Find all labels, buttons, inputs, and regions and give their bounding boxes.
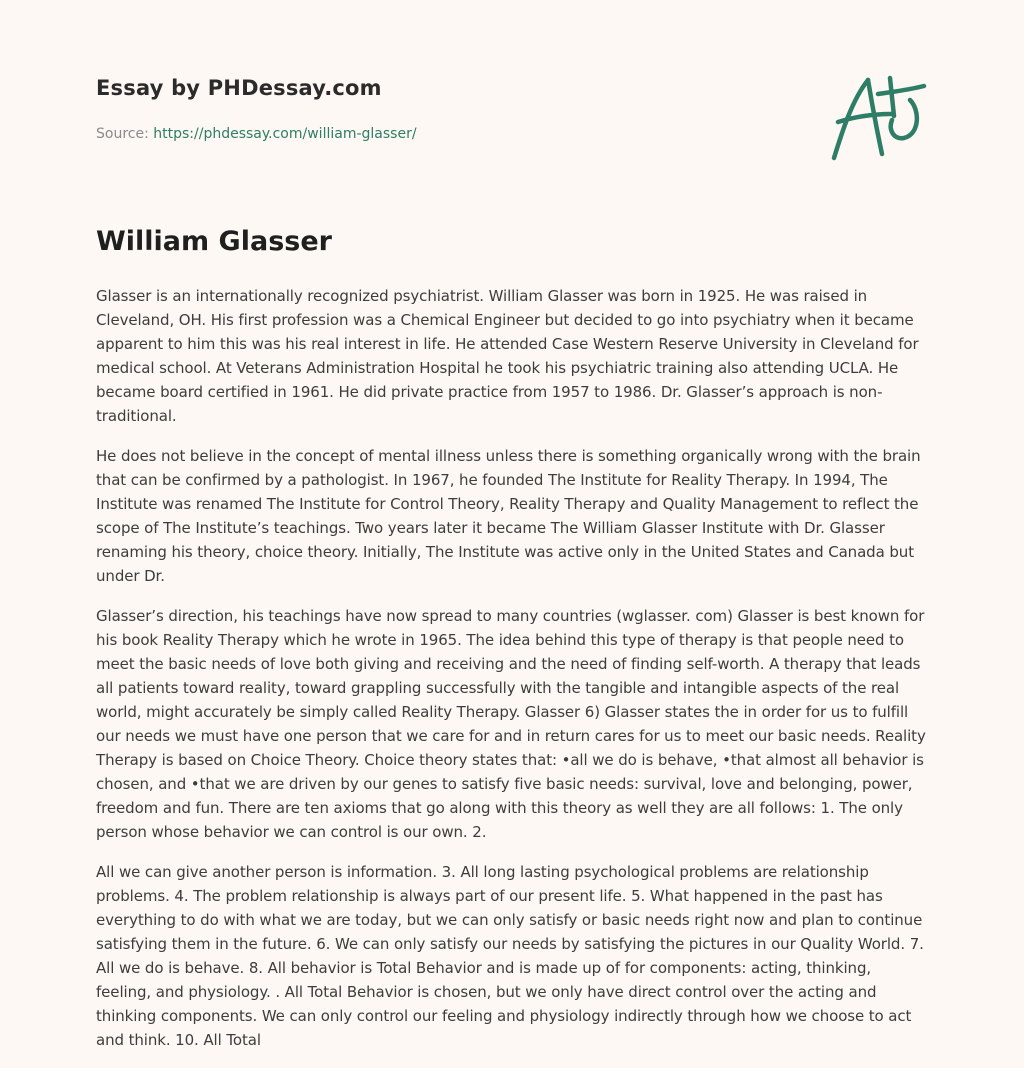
essay-paragraph: All we can give another person is information. 3. All long lasting psychological problems are relationship problems. 4. The problem relationship is always part of our present life. 5. What happened in the past has everything to do with what we are today, but we can only satisfy or basic needs right now and plan to continue satisfying them in the future. 6. We can only satisfy our needs by satisfying the pictures in our Quality World. 7. All we do is behave. 8. All behavior is Total Behavior and is made up of for components: acting, thinking, feeling, and physiology. . All Total Behavior is chosen, but we only have direct control over the acting and thinking components. We can only control our feeling and physiology indirectly through how we choose to act and think. 10. All Total [96,863,924,1049]
site-brand: Essay by PHDessay.com [96,76,382,100]
source-link[interactable]: https://phdessay.com/william-glasser/ [153,126,417,142]
source-line [96,126,417,142]
page-title: William Glasser [96,226,332,257]
essay-body [96,284,928,1068]
essay-paragraph: He does not believe in the concept of mental illness unless there is something organically wrong with the brain that can be confirmed by a pathologist. In 1967, he founded The Institute for Reality Therapy. In 1994, The Institute was renamed The Institute for Control Theory, Reality Therapy and Quality Management to reflect the scope of The Institute’s teachings. Two years later it became The William Glasser Institute with Dr. Glasser renaming his theory, choice theory. Initially, The Institute was active only in the United States and Canada but under Dr. [96,447,921,585]
a-plus-logo-icon [828,70,928,166]
source-label: Source: [96,126,154,142]
site-header [96,76,928,142]
essay-paragraph: Glasser’s direction, his teachings have now spread to many countries (wglasser. com) Glasser is best known for his book Reality Therapy which he wrote in 1965. The idea behind this type of therapy is that people need to meet the basic needs of love both giving and receiving and the need of finding self-worth. A therapy that leads all patients toward reality, toward grappling successfully with the tangible and intangible aspects of the real world, might accurately be simply called Reality Therapy. Glasser 6) Glasser states the in order for us to fulfill our needs we must have one person that we care for and in return cares for us to meet our basic needs. Reality Therapy is based on Choice Theory. Choice theory states that: •all we do is behave, •that almost all behavior is chosen, and •that we are driven by our genes to satisfy five basic needs: survival, love and belonging, power, freedom and fun. There are ten axioms that go along with this theory as well they are all follows: 1. The only person whose behavior we can control is our own. 2. [96,607,926,841]
essay-paragraph: Glasser is an internationally recognized psychiatrist. William Glasser was born in 1925. He was raised in Cleveland, OH. His first profession was a Chemical Engineer but decided to go into psychiatry when it became apparent to him this was his real interest in life. He attended Case Western Reserve University in Cleveland for medical school. At Veterans Administration Hospital he took his psychiatric training also attending UCLA. He became board certified in 1961. He did private practice from 1957 to 1986. Dr. Glasser’s approach is non-traditional. [96,287,919,425]
